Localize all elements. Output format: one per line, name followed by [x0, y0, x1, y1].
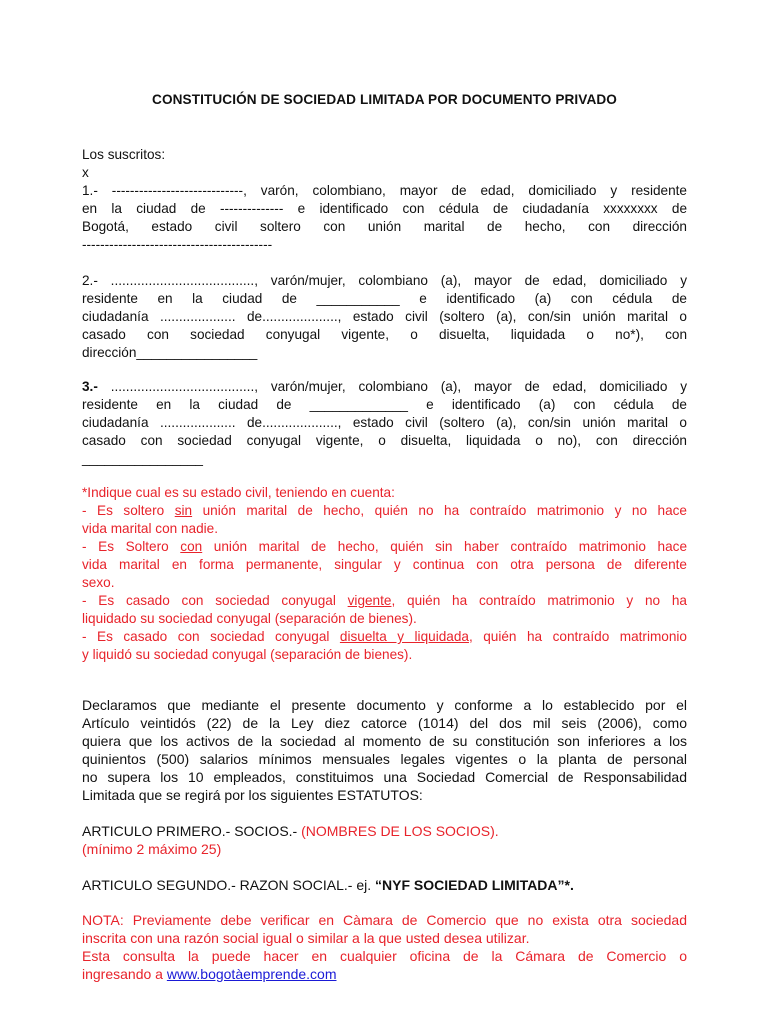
note-casado-disuelta-suffix: , quién ha contraído matrimonio — [468, 629, 687, 644]
intro-block — [82, 146, 687, 182]
declaration-line-3: quiera que los activos de la sociedad al momento de su constitución son inferiores a los — [82, 733, 687, 749]
socio-1-line-2: en la ciudad de -------------- e identificado con cédula de ciudadanía xxxxxxxx de — [82, 201, 687, 216]
articulo-primero — [82, 822, 687, 858]
socio-3-line-3: ciudadanía .................... de...................., estado civil (soltero (a), con/sin unión marital o — [82, 415, 687, 430]
declaration-line-1: Declaramos que mediante el presente documento y conforme a lo establecido por el — [82, 697, 687, 713]
note-casado-vigente-prefix: - Es casado con sociedad conyugal — [82, 593, 348, 608]
note-soltero-con-underlined: con — [180, 539, 203, 554]
note-soltero-con-line-1 — [82, 538, 687, 556]
note-casado-disuelta-line-2: y liquidó su sociedad conyugal (separación de bienes). — [82, 647, 413, 662]
note-soltero-con-suffix: unión marital de hecho, quién sin haber contraído matrimonio hace — [202, 539, 688, 554]
socio-3-line-1 — [82, 378, 687, 396]
note-intro-line: *Indique cual es su estado civil, teniendo en cuenta: — [82, 485, 395, 500]
nota-line-4 — [82, 965, 687, 983]
note-casado-vigente-line-1 — [82, 592, 687, 610]
socio-1-paragraph — [82, 182, 687, 254]
socio-2-line-2: residente en la ciudad de ___________ e identificado (a) con cédula de — [82, 291, 687, 306]
note-casado-disuelta-line-1 — [82, 628, 687, 646]
note-casado-vigente-underlined: vigente — [347, 593, 392, 608]
socio-1-line-4: ------------------------------------------ — [82, 237, 273, 252]
declaration-line-5: no supera los 10 empleados, constituimos una Sociedad Comercial de Responsabilidad — [82, 769, 687, 785]
note-soltero-sin-line-1 — [82, 502, 687, 520]
socio-2-line-3: ciudadanía .................... de...................., estado civil (soltero (a), con/sin unión marital o — [82, 309, 687, 324]
intro-los-suscritos: Los suscritos: — [82, 147, 166, 162]
socio-2-line-5: dirección________________ — [82, 345, 258, 360]
estado-civil-note — [82, 484, 687, 664]
articulo-primero-limits: (mínimo 2 máximo 25) — [82, 841, 222, 857]
socio-3-line-1-text: ......................................, varón/mujer, colombiano (a), mayor de edad, domiciliado y — [97, 379, 687, 394]
socio-3-line-4: casado con sociedad conyugal vigente, o disuelta, liquidada o no), con dirección — [82, 433, 687, 448]
note-soltero-con-prefix: - Es Soltero — [82, 539, 181, 554]
articulo-segundo-example-name: “NYF SOCIEDAD LIMITADA”*. — [375, 877, 574, 893]
nota-line-1: NOTA: Previamente debe verificar en Càmara de Comercio que no exista otra sociedad — [82, 912, 687, 928]
declaration-line-6: Limitada que se regirá por los siguientes ESTATUTOS: — [82, 787, 423, 803]
nota-line-3: Esta consulta la puede hacer en cualquier oficina de la Cámara de Comercio o — [82, 948, 687, 964]
socio-1-line-3: Bogotá, estado civil soltero con unión marital de hecho, con dirección — [82, 219, 687, 234]
note-casado-disuelta-underlined: disuelta y liquidada — [339, 629, 469, 644]
socio-3-line-2: residente en la ciudad de _____________ e identificado (a) con cédula de — [82, 397, 687, 412]
note-soltero-con-line-3: sexo. — [82, 575, 115, 590]
note-soltero-sin-line-2: vida marital con nadie. — [82, 521, 219, 536]
nota-line-2: inscrita con una razón social igual o similar a la que usted desea utilizar. — [82, 930, 530, 946]
bogota-emprende-link[interactable]: www.bogotàemprende.com — [166, 966, 337, 982]
note-casado-vigente-suffix: , quién ha contraído matrimonio y no ha — [391, 593, 687, 608]
socio-2-paragraph — [82, 272, 687, 362]
articulo-primero-line-1 — [82, 822, 687, 840]
articulo-segundo — [82, 876, 687, 894]
document-title: CONSTITUCIÓN DE SOCIEDAD LIMITADA POR DOCUMENTO PRIVADO — [152, 92, 617, 107]
articulo-segundo-line — [82, 876, 687, 894]
declaration-line-4: quinientos (500) salarios mínimos mensuales legales vigentes o la planta de personal — [82, 751, 687, 767]
note-casado-disuelta-prefix: - Es casado con sociedad conyugal — [82, 629, 340, 644]
socio-3-line-5: ________________ — [82, 451, 203, 466]
intro-x: x — [82, 165, 89, 180]
nota-block — [82, 911, 687, 983]
declaration-line-2: Artículo veintidós (22) de la Ley diez catorce (1014) del dos mil seis (2006), como — [82, 715, 687, 731]
note-soltero-con-line-2: vida marital en forma permanente, singular y continua con otra persona de diferente — [82, 557, 687, 572]
note-soltero-sin-suffix: unión marital de hecho, quién no ha contraído matrimonio y no hace — [192, 503, 687, 518]
articulo-primero-socios-placeholder: (NOMBRES DE LOS SOCIOS). — [301, 823, 499, 839]
note-casado-vigente-line-2: liquidado su sociedad conyugal (separación de bienes). — [82, 611, 417, 626]
socio-3-paragraph — [82, 378, 687, 468]
socio-2-line-1: 2.- ......................................, varón/mujer, colombiano (a), mayor de edad, domiciliado y — [82, 273, 687, 288]
articulo-primero-label: ARTICULO PRIMERO.- SOCIOS.- — [82, 823, 302, 839]
declaration-paragraph — [82, 696, 687, 804]
articulo-segundo-label: ARTICULO SEGUNDO.- RAZON SOCIAL.- ej. — [82, 877, 376, 893]
note-soltero-sin-prefix: - Es soltero — [82, 503, 175, 518]
socio-2-line-4: casado con sociedad conyugal vigente, o disuelta, liquidada o no*), con — [82, 327, 687, 342]
nota-line-4-prefix: ingresando a — [82, 966, 167, 982]
note-soltero-sin-underlined: sin — [174, 503, 193, 518]
socio-3-number: 3.- — [82, 379, 98, 394]
socio-1-line-1: 1.- -----------------------------, varón, colombiano, mayor de edad, domiciliado y residente — [82, 183, 687, 198]
